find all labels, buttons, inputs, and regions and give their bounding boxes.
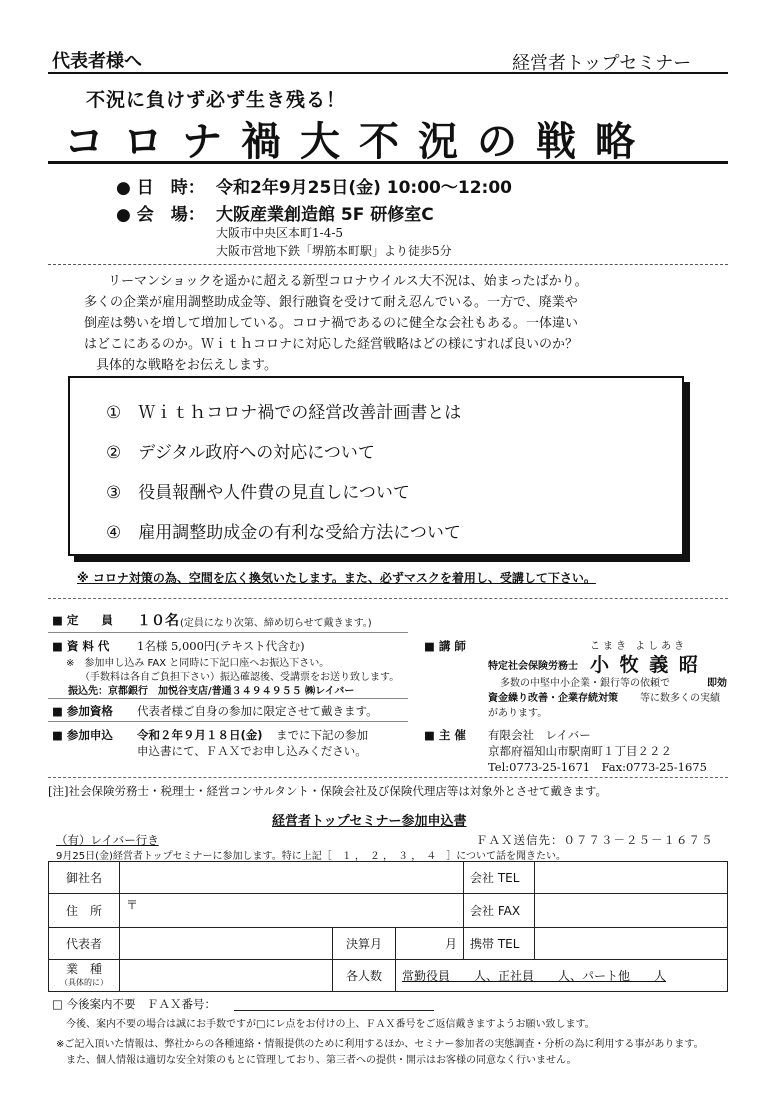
page-title: コロナ禍大不況の戦略: [64, 119, 654, 165]
postal-mark: 〒: [126, 898, 139, 912]
form-recipient: （有）レイバー行き: [56, 833, 159, 847]
mobile-tel-label: 携帯 TEL: [464, 928, 535, 960]
intro-text: [84, 271, 704, 376]
optout-note: 今後、案内不要の場合は誠にお手数ですが□にレ点をお付けの上、ＦＡＸ番号をご返信戴きますようお願い致します。: [66, 1019, 595, 1030]
representative-field[interactable]: [120, 928, 333, 960]
covid-notice: ※ コロナ対策の為、空間を広く換気いたします。また、必ずマスクを着用し、受講して下さい。: [77, 571, 596, 585]
intro-line: リーマンショックを遥かに超える新型コロナウイルス大不況は、始まったばかり。: [108, 274, 588, 289]
fee-note: ※ 参加申し込み FAX と同時に下記口座へお振込下さい。: [66, 658, 330, 669]
fee-note: （手数料は各自ご負担下さい）振込確認後、受講票をお送り致します。: [80, 672, 400, 683]
topic-item: ③ 役員報酬や人件費の見直しについて: [106, 483, 410, 503]
divider: [48, 777, 728, 778]
organizer-contact: Tel:0773-25-1671 Fax:0773-25-1675: [488, 760, 707, 774]
privacy-note: ※ご記入頂いた情報は、弊社からの各種連絡・情報提供のために利用するほか、セミナー参加者の実態調査・分析の為に利用する事があります。: [56, 1039, 704, 1050]
headcount-label: 各人数: [333, 960, 396, 992]
company-label: 御社名: [49, 862, 120, 894]
topics-box: [68, 376, 684, 556]
capacity-value: １０名: [137, 613, 179, 629]
intro-line: 倒産は勢いを増して増加している。コロナ禍であるのに健全な会社もある。一体違い: [84, 316, 579, 331]
fiscal-month-label: 決算月: [333, 928, 396, 960]
organizer-address: 京都府福知山市駅南町１丁目２２２: [488, 744, 672, 758]
industry-note: （具体的に）: [60, 977, 108, 987]
company-tel-field[interactable]: [535, 862, 728, 894]
topic-item: ④ 雇用調整助成金の有利な受給方法について: [106, 523, 461, 543]
lecturer-desc: 多数の中堅中小企業・銀行等の依頼で: [500, 678, 670, 689]
header-rule: [48, 72, 728, 74]
fax-number-field[interactable]: [234, 1010, 434, 1011]
address-field[interactable]: [120, 894, 464, 928]
fee-label: ■ 資 料 代: [52, 639, 110, 653]
title-rule: [48, 161, 728, 164]
seminar-label: 経営者トップセミナー: [512, 53, 692, 74]
fax-number: ＦＡＸ送信先：０７７３－２５－１６７５: [476, 833, 714, 847]
venue-address: 大阪市中央区本町1-4-5: [216, 226, 344, 240]
lecturer-desc: 資金繰り改善・企業存続対策: [488, 693, 618, 704]
topic-item: ② デジタル政府への対応について: [106, 443, 375, 463]
divider: [48, 698, 408, 699]
intro-line: 具体的な戦略をお伝えします。: [96, 358, 277, 373]
application-form: [48, 861, 728, 992]
divider: [48, 632, 408, 633]
form-title: 経営者トップセミナー参加申込書: [272, 814, 467, 829]
privacy-note: また、個人情報は適切な安全対策のもとに管理しており、第三者への提供・開示はお客様の同意なく行いません。: [66, 1055, 577, 1066]
representative-label: 代表者: [49, 928, 120, 960]
industry-field[interactable]: [120, 960, 333, 992]
lecturer-title: 特定社会保険労務士: [488, 661, 578, 672]
organizer-name: 有限会社 レイバー: [488, 728, 591, 742]
industry-label-text: 業 種: [65, 961, 102, 976]
lecturer-desc: があります。: [488, 708, 548, 719]
company-tel-label: 会社 TEL: [464, 862, 535, 894]
apply-deadline: 令和２年９月１８日(金): [137, 728, 263, 742]
lecturer-desc: 即効: [707, 678, 727, 689]
month-unit: 月: [444, 937, 457, 951]
headcount-field[interactable]: 常勤役員 人、正社員 人、パート他 人: [396, 960, 728, 992]
topic-item: ① Ｗｉｔｈコロナ禍での経営改善計画書とは: [106, 403, 462, 423]
industry-label: [49, 960, 120, 992]
subtitle: 不況に負けず必ず生き残る！: [86, 89, 347, 111]
capacity-label: ■ 定 員: [52, 613, 113, 627]
qualification-value: 代表者様ご自身の参加に限定させて戴きます。: [137, 704, 378, 718]
divider: [48, 721, 408, 722]
lecturer-furigana: こまき よしあき: [590, 641, 688, 652]
form-statement: 9月25日(金)経営者トップセミナーに参加します。特に上記［ １ ， ２ ， ３ ， ４ ］について話を聞きたい。: [56, 851, 567, 862]
lecturer-desc: 等に数多くの実績: [640, 693, 720, 704]
divider: [48, 598, 728, 599]
intro-line: 多くの企業が雇用調整助成金等、銀行融資を受けて耐え忍んでいる。一方で、廃業や: [84, 295, 578, 310]
apply-text: までに下記の参加: [276, 728, 368, 742]
exclusion-note: [注]社会保険労務士・税理士・経営コンサルタント・保険会社及び保険代理店等は対象外とさせて戴きます。: [48, 784, 608, 798]
venue-access: 大阪市営地下鉄「堺筋本町駅」より徒歩5分: [216, 244, 452, 258]
company-field[interactable]: [120, 862, 464, 894]
fee-value: 1名様 5,000円(テキスト代含む): [137, 639, 305, 653]
lecturer-label: ■ 講 師: [424, 639, 466, 653]
divider: [48, 264, 728, 265]
apply-label: ■ 参加申込: [52, 728, 113, 742]
date-value: 令和2年9月25日(金) 10:00～12:00: [216, 178, 512, 198]
company-fax-label: 会社 FAX: [464, 894, 535, 928]
mobile-tel-field[interactable]: [535, 928, 728, 960]
optout-checkbox[interactable]: □ 今後案内不要 ＦＡＸ番号：: [52, 997, 217, 1011]
fiscal-month-field[interactable]: [396, 928, 464, 960]
company-fax-field[interactable]: [535, 894, 728, 928]
venue-value: 大阪産業創造館 5F 研修室C: [216, 205, 434, 225]
venue-label: ● 会 場：: [116, 205, 205, 225]
recipient-label: 代表者様へ: [52, 51, 142, 72]
apply-text: 申込書にて、ＦＡＸでお申し込みください。: [137, 744, 367, 758]
date-label: ● 日 時：: [116, 178, 205, 198]
bank-account: 振込先：京都銀行 加悦谷支店/普通３４９４９５５ ㈱レイバー: [68, 686, 355, 697]
address-label: 住 所: [49, 894, 120, 928]
qualification-label: ■ 参加資格: [52, 704, 113, 718]
intro-line: はどこにあるのか。Ｗｉｔｈコロナに対応した経営戦略はどの様にすれば良いのか？: [84, 337, 579, 352]
capacity-note: (定員になり次第、締め切らせて戴きます。): [180, 618, 372, 629]
organizer-label: ■ 主 催: [424, 728, 466, 742]
lecturer-name: 小 牧 義 昭: [590, 654, 700, 676]
